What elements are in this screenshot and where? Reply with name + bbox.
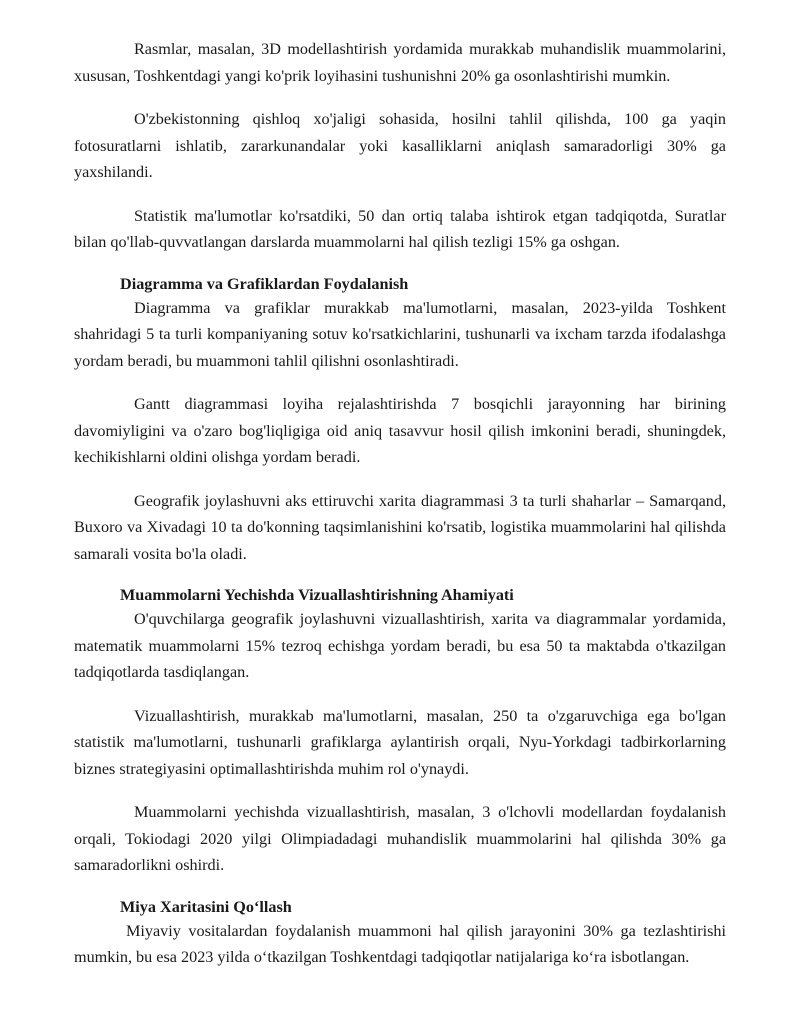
paragraph-rasmlar: Rasmlar, masalan, 3D modellashtirish yordamida murakkab muhandislik muammolarini, xususan, Toshkentdagi yangi ko'prik loyihasini tushunishni 20% ga osonlashtirishi mumkin.	[74, 40, 726, 85]
paragraph-statistik: Statistik ma'lumotlar ko'rsatdiki, 50 dan ortiq talaba ishtirok etgan tadqiqotda, Suratlar bilan qo'llab-quvvatlangan darslarda muammolarni hal qilish tezligi 15% ga oshgan.	[74, 206, 726, 251]
paragraph-tokio: Muammolarni yechishda vizuallashtirish, masalan, 3 o'lchovli modellardan foydalanish orqali, Tokiodagi 2020 yilgi Olimpiadadagi muhandislik muammolarini hal qilishda 30% ga samaradorlikni oshirdi.	[74, 803, 726, 874]
paragraph-oquvchilarga: O'quvchilarga geografik joylashuvni vizuallashtirish, xarita va diagrammalar yordamida, matematik muammolarni 15% tezroq echishga yordam beradi, bu esa 50 ta maktabda o'tkazilgan tadqiqotlarda tasdiqlangan.	[74, 610, 726, 681]
paragraph-diagramma-grafiklar: Diagramma va grafiklar murakkab ma'lumotlarni, masalan, 2023-yilda Toshkent shahridagi 5 ta turli kompaniyaning sotuv ko'rsatkichlarini, tushunarli va ixcham tarzda ifodalashga yordam beradi, bu muammoni tahlil qilishni osonlashtiradi.	[74, 298, 726, 370]
heading-vizuallashtirish: Muammolarni Yechishda Vizuallashtirishning Ahamiyati	[120, 586, 514, 604]
document-page	[74, 36, 726, 971]
paragraph-vizuallashtirish: Vizuallashtirish, murakkab ma'lumotlarni, masalan, 250 ta o'zgaruvchiga ega bo'lgan statistik ma'lumotlarni, tushunarli grafiklarga aylantirish orqali, Nyu-Yorkdagi tadbirkorlarning biznes strategiyasini optimallashtirishda muhim rol o'ynaydi.	[74, 706, 726, 778]
heading-miya-xaritasi: Miya Xaritasini Qo‘llash	[120, 897, 292, 916]
paragraph-xarita-diagrammasi: Geografik joylashuvni aks ettiruvchi xarita diagrammasi 3 ta turli shaharlar – Samarqand, Buxoro va Xivadagi 10 ta do'konning taqsimlanishini ko'rsatib, logistika muammolarini hal qilishda samarali vosita bo'la oladi.	[74, 491, 726, 563]
paragraph-gantt: Gantt diagrammasi loyiha rejalashtirishda 7 bosqichli jarayonning har birining davomiyligini va o'zaro bog'liqligiga oid aniq tasavvur hosil qilish imkonini beradi, shuningdek, kechikishlarni oldini olishga yordam beradi.	[74, 395, 726, 466]
paragraph-qishloq-xojaligi: O'zbekistonning qishloq xo'jaligi sohasida, hosilni tahlil qilishda, 100 ga yaqin fotosuratlarni ishlatib, zararkunandalar yoki kasalliklarni aniqlash samaradorligi 30% ga yaxshilandi.	[74, 110, 726, 181]
paragraph-miyaviy: Miyaviy vositalardan foydalanish muammoni hal qilish jarayonini 30% ga tezlashtirishi mumkin, bu esa 2023 yilda o‘tkazilgan Toshkentdagi tadqiqotlar natijalariga ko‘ra isbotlangan.	[74, 921, 726, 966]
heading-diagramma: Diagramma va Grafiklardan Foydalanish	[120, 274, 409, 293]
